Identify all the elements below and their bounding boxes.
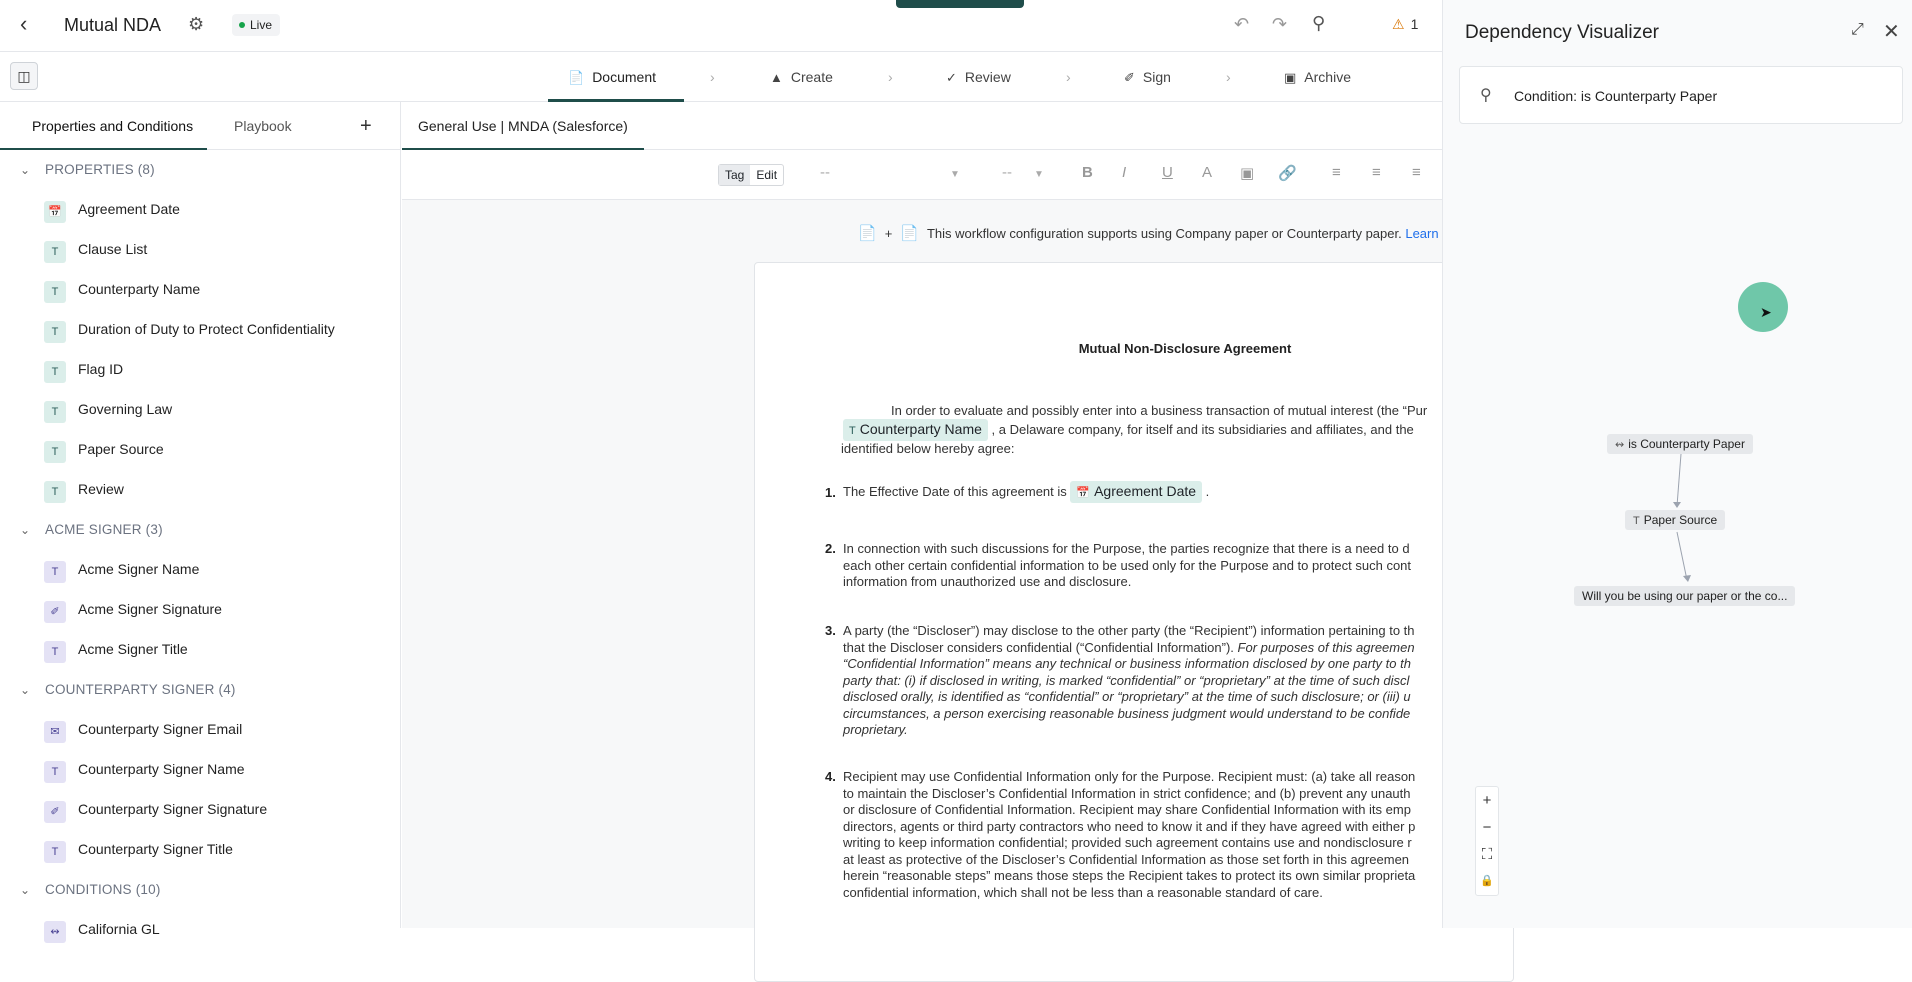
- chevron-down-icon: ⌄: [20, 523, 31, 537]
- fit-view-button[interactable]: ⛶: [1481, 846, 1493, 863]
- stage-review[interactable]: ✓ Review: [946, 69, 1011, 85]
- archive-icon: ▣: [1284, 70, 1297, 85]
- clause-line: at least as protective of the Discloser’s Confidential Information as those set forth in this agreemen: [843, 851, 1410, 867]
- chevron-down-icon: ⌄: [20, 163, 31, 177]
- acme-signer-title[interactable]: T Acme Signer Title: [0, 630, 400, 670]
- chevron-down-icon: ⌄: [20, 683, 31, 697]
- property-counterparty-name[interactable]: T Counterparty Name: [0, 270, 400, 310]
- search-icon[interactable]: ⚲: [1312, 13, 1326, 33]
- sidebar-tabs: [0, 102, 400, 150]
- chevron-down-icon: ▼: [950, 169, 960, 180]
- top-accent-tab[interactable]: [896, 0, 1024, 8]
- status-badge: Live: [232, 14, 280, 36]
- clause-line: to maintain the Discloser’s Confidential Information in strict confidence; and (b) prevent any unauth: [843, 785, 1411, 801]
- company-paper-icon: 📄: [858, 225, 877, 242]
- add-button[interactable]: +: [360, 115, 372, 137]
- bold-icon[interactable]: B: [1082, 164, 1093, 181]
- stage-create[interactable]: ▲ Create: [770, 69, 833, 85]
- group-properties[interactable]: ⌄ PROPERTIES (8): [0, 150, 400, 190]
- text-type-icon: T: [44, 841, 66, 863]
- calendar-icon: 📅: [1076, 487, 1091, 499]
- gear-icon[interactable]: ⚙: [188, 14, 205, 34]
- visualizer-title: Dependency Visualizer: [1465, 22, 1659, 43]
- text-type-icon: T: [44, 401, 66, 423]
- zoom-in-button[interactable]: +: [1482, 792, 1492, 809]
- lock-button[interactable]: 🔒: [1480, 875, 1494, 887]
- top-bar: [0, 0, 1442, 52]
- counterparty-signer-signature[interactable]: ✐ Counterparty Signer Signature: [0, 790, 400, 830]
- mode-toggle: [718, 164, 784, 186]
- calendar-icon: 📅: [44, 201, 66, 223]
- text-type-icon: T: [44, 641, 66, 663]
- text-color-icon[interactable]: A: [1202, 164, 1213, 181]
- condition-icon: ↭: [44, 921, 66, 943]
- outdent-icon[interactable]: ≡: [1412, 164, 1421, 181]
- document-page: [754, 262, 1514, 982]
- text-type-icon: T: [44, 241, 66, 263]
- stage-sign[interactable]: ✐ Sign: [1124, 69, 1171, 85]
- warning-icon: ⚠: [1392, 16, 1405, 32]
- signature-icon: ✐: [44, 601, 66, 623]
- clause-1: The Effective Date of this agreement is 📅 Agreement Date .: [843, 481, 1583, 503]
- item-number: 3.: [825, 623, 836, 638]
- group-conditions[interactable]: ⌄ CONDITIONS (10): [0, 870, 400, 910]
- property-paper-source[interactable]: T Paper Source: [0, 430, 400, 470]
- sidebar-toggle-icon[interactable]: ◫: [10, 62, 38, 90]
- link-icon[interactable]: 🔗: [1278, 165, 1297, 182]
- highlight-icon[interactable]: ▣: [1240, 165, 1255, 182]
- node-paper-question[interactable]: Will you be using our paper or the co...: [1574, 586, 1795, 606]
- counterparty-name-tag[interactable]: T Counterparty Name: [843, 419, 988, 441]
- text-type-icon: T: [44, 361, 66, 383]
- mouse-cursor-icon: ➤: [1760, 304, 1772, 320]
- chevron-right-icon: ›: [888, 69, 893, 85]
- clause-line: Recipient may use Confidential Information only for the Purpose. Recipient must: (a) take all reason: [843, 769, 1416, 784]
- item-number: 2.: [825, 541, 836, 556]
- document-title: Mutual Non-Disclosure Agreement: [1078, 341, 1292, 356]
- expand-icon[interactable]: ⤢: [1851, 21, 1864, 38]
- text-type-icon: T: [44, 481, 66, 503]
- text-type-icon: T: [44, 761, 66, 783]
- underline-icon[interactable]: U: [1162, 164, 1173, 181]
- clause-line: “Confidential Information” means any technical or business information disclosed by one party to th: [843, 656, 1411, 671]
- learn-link[interactable]: Learn: [1405, 226, 1439, 241]
- close-icon[interactable]: ✕: [1883, 21, 1900, 43]
- bullet-list-icon[interactable]: ≡: [1332, 164, 1341, 181]
- text-type-icon: T: [44, 321, 66, 343]
- signature-icon: ✐: [44, 801, 66, 823]
- clause-line: directors, agents or third party contractors who need to know it and if they have agreed with either p: [843, 818, 1416, 834]
- clause-line: information from unauthorized use and disclosure.: [843, 574, 1132, 589]
- intro-line-1: In order to evaluate and possibly enter into a business transaction of mutual interest (the “Pur: [891, 403, 1428, 418]
- edit-mode-button[interactable]: Edit: [756, 168, 778, 182]
- chevron-right-icon: ›: [1226, 69, 1231, 85]
- document-tabs: [402, 102, 1442, 150]
- text-type-icon: T: [1633, 515, 1640, 527]
- group-counterparty-signer[interactable]: ⌄ COUNTERPARTY SIGNER (4): [0, 670, 400, 710]
- clause-line: writing to keep information confidential; provided such agreement contains use and nondisclosure r: [843, 835, 1412, 850]
- text-type-icon: T: [44, 441, 66, 463]
- dependency-visualizer-panel: [1442, 0, 1912, 928]
- numbered-list-icon[interactable]: ≡: [1372, 164, 1381, 181]
- intro-line-2: T Counterparty Name , a Delaware company, for itself and its subsidiaries and affiliates, and the: [843, 419, 1583, 441]
- zoom-controls: [1475, 786, 1499, 896]
- create-icon: ▲: [770, 70, 783, 85]
- visualizer-search: [1459, 66, 1903, 124]
- visualizer-search-input[interactable]: [1514, 85, 1884, 107]
- acme-signer-name[interactable]: T Acme Signer Name: [0, 550, 400, 590]
- counterparty-signer-title[interactable]: T Counterparty Signer Title: [0, 830, 400, 870]
- undo-icon[interactable]: ↶: [1234, 14, 1250, 34]
- chevron-down-icon: ▼: [1034, 169, 1044, 180]
- clause-line: confidential information, which shall not be less than a reasonable standard of care.: [843, 884, 1323, 900]
- tab-playbook[interactable]: Playbook: [234, 118, 292, 134]
- acme-signer-signature[interactable]: ✐ Acme Signer Signature: [0, 590, 400, 630]
- clause-line: A party (the “Discloser”) may disclose to the other party (the “Recipient”) information pertaining to th: [843, 623, 1415, 638]
- check-icon: ✓: [946, 70, 957, 85]
- document-icon: 📄: [568, 70, 585, 85]
- size-select[interactable]: -- ▼: [1002, 164, 1044, 181]
- clause-line: herein “reasonable steps” means those steps the Recipient takes to protect its own similar proprieta: [843, 868, 1416, 883]
- signature-icon: ✐: [1124, 70, 1135, 85]
- item-number: 4.: [825, 769, 836, 784]
- text-type-icon: T: [849, 425, 856, 437]
- properties-sidebar: [0, 102, 401, 938]
- redo-icon[interactable]: ↷: [1272, 14, 1288, 34]
- style-select[interactable]: -- ▼: [820, 164, 960, 181]
- tab-document-template[interactable]: General Use | MNDA (Salesforce): [402, 102, 644, 150]
- stage-document[interactable]: 📄 Document: [548, 52, 684, 102]
- zoom-out-button[interactable]: −: [1482, 819, 1492, 836]
- counterparty-paper-icon: 📄: [900, 225, 919, 242]
- stage-archive[interactable]: ▣ Archive: [1284, 69, 1351, 85]
- back-arrow-icon[interactable]: ‹: [20, 11, 28, 36]
- counterparty-signer-email[interactable]: ✉ Counterparty Signer Email: [0, 710, 400, 750]
- clause-line: that the Discloser considers confidential (“Confidential Information”). For purposes of this agreemen: [843, 639, 1415, 655]
- property-clause-list[interactable]: T Clause List: [0, 230, 400, 270]
- node-paper-source[interactable]: T Paper Source: [1625, 510, 1725, 530]
- clause-line: disclosed orally, is identified as “confidential” or “proprietary” at the time of such disclosure; or (iii) u: [843, 689, 1411, 704]
- clause-line: In connection with such discussions for the Purpose, the parties recognize that there is a need to d: [843, 541, 1410, 556]
- condition-icon: ↭: [1615, 439, 1625, 451]
- text-type-icon: T: [44, 281, 66, 303]
- clause-line: circumstances, a person exercising reasonable business judgment would understand to be confide: [843, 705, 1411, 721]
- tag-mode-button[interactable]: Tag: [719, 165, 750, 185]
- search-icon: ⚲: [1480, 87, 1492, 104]
- group-acme-signer[interactable]: ⌄ ACME SIGNER (3): [0, 510, 400, 550]
- tab-properties-and-conditions[interactable]: Properties and Conditions: [0, 102, 207, 150]
- clause-line: each other certain confidential information to be used only for the Purpose and to protect such cont: [843, 557, 1412, 573]
- counterparty-signer-name[interactable]: T Counterparty Signer Name: [0, 750, 400, 790]
- text-type-icon: T: [44, 561, 66, 583]
- warnings-count: 1: [1410, 16, 1419, 32]
- item-number: 1.: [825, 485, 836, 500]
- property-governing-law[interactable]: T Governing Law: [0, 390, 400, 430]
- property-duration[interactable]: T Duration of Duty to Protect Confidentiality: [0, 310, 400, 350]
- chevron-right-icon: ›: [710, 69, 715, 85]
- clause-line: party that: (i) if disclosed in writing, is marked “confidential” or “proprietary” at the time of such discl: [843, 672, 1410, 688]
- paper-notice: 📄 + 📄 This workflow configuration supports using Company paper or Counterparty paper. Learn: [858, 225, 1439, 242]
- property-review[interactable]: T Review: [0, 470, 400, 510]
- node-is-counterparty-paper[interactable]: ↭ is Counterparty Paper: [1607, 434, 1753, 454]
- clause-line: or disclosure of Confidential Information. Recipient may share Confidential Information with its emp: [843, 802, 1411, 817]
- document-panel: [402, 102, 1442, 928]
- editor-toolbar: [402, 150, 1442, 200]
- property-agreement-date[interactable]: 📅 Agreement Date: [0, 190, 400, 230]
- condition-california-gl[interactable]: ↭ California GL: [0, 910, 400, 950]
- warnings-indicator[interactable]: [1392, 16, 1418, 33]
- property-flag-id[interactable]: T Flag ID: [0, 350, 400, 390]
- clause-line: proprietary.: [843, 722, 908, 737]
- stage-bar: [0, 52, 1442, 102]
- chevron-right-icon: ›: [1066, 69, 1071, 85]
- email-icon: ✉: [44, 721, 66, 743]
- italic-icon[interactable]: I: [1122, 164, 1127, 181]
- chevron-down-icon: ⌄: [20, 883, 31, 897]
- page-title: Mutual NDA: [64, 15, 162, 35]
- intro-line-3: identified below hereby agree:: [841, 441, 1015, 456]
- agreement-date-tag[interactable]: 📅 Agreement Date: [1070, 481, 1202, 503]
